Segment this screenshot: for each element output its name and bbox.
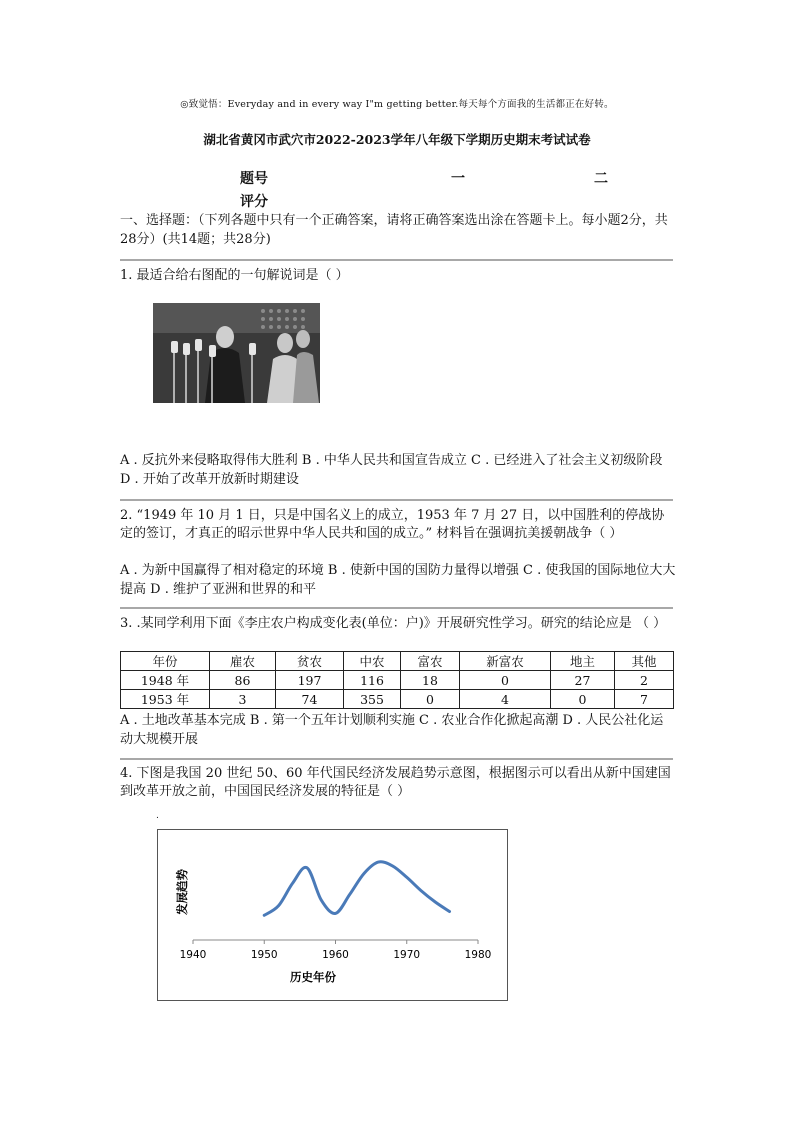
- table-cell: 2: [615, 671, 674, 690]
- chart-svg: [158, 830, 507, 1000]
- table-cell: 1953 年: [121, 690, 210, 709]
- stray-dot: .: [156, 811, 159, 821]
- table-cell: 3: [210, 690, 276, 709]
- table-cell: 18: [401, 671, 460, 690]
- question-2-stem: 2. “1949 年 10 月 1 日，只是中国名义上的成立，1953 年 7 月 27 日，以中国胜利的停战协定的签订，才真正的昭示世界中华人民共和国的成立。” 材料旨在强调抗美援朝战争（ ）: [120, 508, 665, 541]
- y-axis-label: 发展趋势: [175, 869, 189, 915]
- question-1-stem: 1. 最适合给右图配的一句解说词是（ ）: [120, 268, 349, 283]
- score-col-2: 二: [594, 171, 608, 187]
- divider: [120, 499, 673, 501]
- score-label-grade: 评分: [240, 194, 268, 210]
- divider: [120, 758, 673, 760]
- table-header-cell: 贫农: [276, 652, 344, 671]
- table-header-cell: 新富农: [460, 652, 551, 671]
- table-cell: 0: [551, 690, 615, 709]
- economy-trend-chart: [157, 829, 508, 1001]
- table-cell: 355: [344, 690, 401, 709]
- historical-photo: [153, 303, 320, 403]
- x-tick-label: 1940: [179, 949, 207, 961]
- table-header-cell: 中农: [344, 652, 401, 671]
- question-3-options: A . 土地改革基本完成 B . 第一个五年计划顺利实施 C . 农业合作化掀起高潮 D . 人民公社化运动大规模开展: [120, 713, 664, 747]
- table-row: [121, 671, 674, 690]
- question-1-options: A . 反抗外来侵略取得伟大胜利 B . 中华人民共和国宣告成立 C . 已经进入了社会主义初级阶段 D . 开始了改革开放新时期建设: [120, 453, 663, 487]
- farm-households-table: [120, 651, 674, 709]
- table-header-cell: 其他: [615, 652, 674, 671]
- question-2-options: A . 为新中国赢得了相对稳定的环境 B . 使新中国的国防力量得以增强 C . 使我国的国际地位大大提高 D . 维护了亚洲和世界的和平: [120, 563, 676, 597]
- table-header-cell: 地主: [551, 652, 615, 671]
- table-cell: 116: [344, 671, 401, 690]
- exam-title: 湖北省黄冈市武穴市2022-2023学年八年级下学期历史期末考试试卷: [203, 132, 591, 147]
- table-cell: 0: [460, 671, 551, 690]
- table-cell: 1948 年: [121, 671, 210, 690]
- table-row: [121, 690, 674, 709]
- x-tick-label: 1950: [250, 949, 278, 961]
- divider: [120, 607, 673, 609]
- table-header-row: [121, 652, 674, 671]
- table-cell: 7: [615, 690, 674, 709]
- motto-line: ◎致觉悟：Everyday and in every way I"m getting better.每天每个方面我的生活都正在好转。: [180, 99, 614, 110]
- score-label-question-number: 题号: [240, 171, 268, 187]
- table-header-cell: 雇农: [210, 652, 276, 671]
- table-cell: 4: [460, 690, 551, 709]
- x-tick-label: 1980: [464, 949, 492, 961]
- x-tick-label: 1970: [393, 949, 421, 961]
- photo-graphic: [153, 303, 320, 403]
- table-cell: 27: [551, 671, 615, 690]
- question-4-stem: 4. 下图是我国 20 世纪 50、60 年代国民经济发展趋势示意图，根据图示可以看出从新中国建国到改革开放之前，中国国民经济发展的特征是（ ）: [120, 766, 671, 799]
- divider: [120, 259, 673, 261]
- table-cell: 0: [401, 690, 460, 709]
- series-line: [264, 862, 449, 916]
- table-header-cell: 富农: [401, 652, 460, 671]
- table-cell: 86: [210, 671, 276, 690]
- table-header-cell: 年份: [121, 652, 210, 671]
- x-tick-label: 1960: [322, 949, 349, 961]
- question-3-stem: 3. .某同学利用下面《李庄农户构成变化表(单位：户)》开展研究性学习。研究的结论应是 （ ）: [120, 616, 667, 631]
- section-heading: 一、选择题：（下列各题中只有一个正确答案，请将正确答案选出涂在答题卡上。每小题2分，共28分）(共14题；共28分): [120, 213, 668, 247]
- table-cell: 197: [276, 671, 344, 690]
- table-cell: 74: [276, 690, 344, 709]
- score-col-1: 一: [451, 171, 465, 187]
- x-axis-label: 历史年份: [290, 970, 336, 984]
